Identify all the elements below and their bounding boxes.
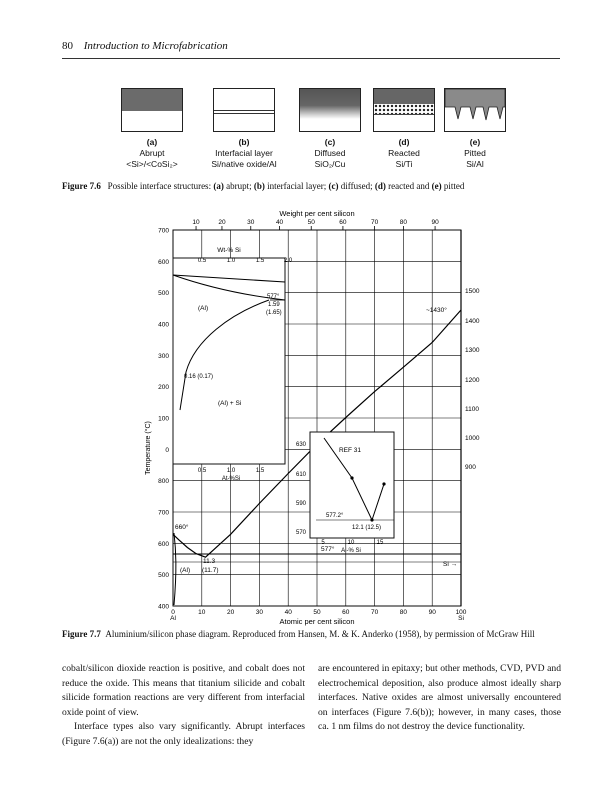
running-title: Introduction to Microfabrication — [83, 40, 228, 52]
panel-b-label: (b) Interfacial layer Si/native oxide/Al — [211, 137, 277, 169]
caption-text-3: interfacial layer; — [264, 181, 329, 191]
weight-tick-label: 60 — [339, 219, 347, 226]
inset-top-tick-4: 2.0 — [283, 258, 293, 264]
right-axis-tick-label: 1500 — [465, 288, 480, 295]
y-tick-label: 500 — [158, 572, 169, 580]
inset-top-tick-1: 0.5 — [197, 258, 207, 264]
inset-weight-xlabel: At-%Si — [221, 476, 241, 482]
y-tick-label: 700 — [158, 227, 169, 235]
y-tick-label: 600 — [158, 258, 169, 266]
x-tick-label: 50 — [313, 609, 321, 616]
si-melting-label: ~1430° — [426, 307, 447, 314]
inset-ref-comp-label: 12.1 (12.5) — [352, 525, 382, 531]
caption-text-6: pitted — [441, 181, 465, 191]
y-axis-label: Temperature (°C) — [145, 421, 152, 475]
al-melting-label: 660° — [175, 524, 189, 531]
inset-bottom-tick-2: 1.0 — [226, 468, 236, 474]
al-phase-label: (Al) — [180, 567, 191, 574]
inset-ref-xtick-1: 5 — [321, 540, 325, 546]
y-tick-label: 100 — [158, 415, 169, 423]
caption-text-5: reacted and — [385, 181, 432, 191]
caption-letter-b: (b) — [253, 181, 265, 191]
weight-tick-label: 30 — [247, 219, 255, 226]
caption-letter-d: (d) — [374, 181, 386, 191]
right-axis-tick-label: 900 — [465, 464, 476, 471]
inset-ref-title: REF 31 — [338, 447, 362, 454]
inset-eutectic-label: 577° — [267, 294, 280, 300]
chart-title: Weight per cent silicon — [279, 210, 355, 218]
x-tick-label: 0 — [171, 609, 175, 616]
interface-diffused-diagram — [299, 88, 361, 132]
x-end-label-right: Si — [458, 615, 464, 622]
interface-reacted-diagram — [373, 88, 435, 132]
x-tick-label: 100 — [455, 609, 467, 616]
body-column-right — [318, 662, 561, 735]
weight-tick-label: 90 — [431, 219, 439, 226]
right-axis-tick-label: 1300 — [465, 347, 480, 354]
figure-7-6-label: Figure 7.6 — [62, 181, 101, 191]
weight-tick-label: 20 — [218, 219, 226, 226]
panel-a-label: (a) Abrupt <Si>/<CoSi₂> — [126, 137, 178, 169]
caption-letter-a: (a) — [213, 181, 224, 191]
right-axis-tick-label: 1100 — [465, 406, 479, 413]
inset-bottom-tick-3: 1.5 — [255, 468, 265, 474]
x-end-label-left: Al — [170, 615, 176, 622]
caption-letter-c: (c) — [328, 181, 339, 191]
right-axis-tick-label: 1400 — [465, 318, 480, 325]
figure-7-6-caption — [62, 180, 562, 192]
inset-solubility-paren: (1.65) — [266, 310, 282, 316]
interface-pitted-diagram — [444, 88, 506, 132]
right-axis-tick-label: 1200 — [465, 377, 480, 384]
caption-text-4: diffused; — [338, 181, 375, 191]
inset-ref-xtick-2: 10 — [347, 540, 355, 546]
weight-tick-label: 70 — [370, 219, 379, 226]
panel-e-label: (e) Pitted Si/Al — [464, 137, 486, 169]
inset-al-label: (Al) — [198, 305, 209, 312]
inset-ref-ytick-2: 610 — [295, 472, 306, 478]
paragraph: are encountered in epitaxy; but other methods, CVD, PVD and electrochemical deposition, also produce almost ideally sharp interfaces. Native oxides are almost universally encountered on interfaces (Figure 7.6(b)); however, in many cases, those ca. 1 nm films do not destroy the device functionality. — [318, 663, 561, 733]
x-tick-label: 40 — [284, 609, 292, 616]
eutectic-temp-label: 577° — [321, 546, 335, 553]
x-tick-label: 70 — [370, 609, 379, 616]
weight-tick-label: 50 — [307, 219, 315, 226]
phase-diagram-chart — [140, 210, 500, 630]
y-tick-label: 600 — [158, 540, 169, 548]
inset-solubility-label: 1.59 — [268, 302, 280, 308]
right-axis-tick-label: 1000 — [465, 435, 480, 442]
interface-layer-diagram — [213, 88, 275, 132]
si-arrow-label: Si → — [443, 561, 458, 568]
inset-ref-xlabel: Al-% Si — [341, 548, 361, 554]
caption-letter-e: (e) — [431, 181, 442, 191]
caption-text-2: abrupt; — [223, 181, 254, 191]
x-tick-label: 80 — [399, 609, 408, 616]
inset-ref-ytick-1: 630 — [295, 442, 306, 448]
x-tick-label: 20 — [226, 609, 235, 616]
eutectic-comp-paren-label: (11.7) — [202, 567, 219, 574]
y-tick-label: 500 — [158, 290, 169, 298]
y-tick-label: 400 — [158, 321, 169, 329]
page-number: 80 — [62, 40, 73, 52]
weight-tick-label: 40 — [275, 219, 284, 226]
solvus-line — [174, 533, 176, 605]
inset-ref-ytick-4: 570 — [295, 530, 306, 536]
y-tick-label: 700 — [158, 509, 169, 517]
interface-abrupt-diagram — [121, 88, 183, 132]
weight-tick-label: 10 — [192, 219, 200, 226]
inset-bottom-tick-1: 0.5 — [197, 468, 207, 474]
x-tick-label: 30 — [255, 609, 264, 616]
figure-7-7-caption-text: Aluminium/silicon phase diagram. Reproduced from Hansen, M. & K. Anderko (1958), by permission of McGraw Hill — [105, 629, 535, 639]
inset-ref-xtick-3: 15 — [376, 540, 384, 546]
inset-two-phase-label: (Al) + Si — [218, 400, 242, 407]
inset-top-tick-3: 1.5 — [255, 258, 265, 264]
figure-7-7-caption — [62, 628, 562, 640]
y-tick-label: 400 — [158, 603, 169, 611]
paragraph: cobalt/silicon dioxide reaction is positive, and cobalt does not reduce the oxide. This means that titanium silicide and cobalt silicide formation reactions are very different from interfacial oxide point of view. — [62, 663, 305, 718]
y-tick-label: 0 — [165, 446, 169, 454]
header-rule — [62, 58, 560, 59]
x-tick-label: 90 — [428, 609, 436, 616]
figure-7-7-label: Figure 7.7 — [62, 629, 101, 639]
x-axis-label: Atomic per cent silicon — [279, 617, 355, 626]
x-tick-label: 10 — [198, 609, 206, 616]
caption-text-1: Possible interface structures: — [107, 181, 214, 191]
inset-ref-eutectic-label: 577.2° — [326, 513, 344, 519]
inset-ref-point — [382, 482, 385, 485]
inset-ref-point — [350, 476, 353, 479]
y-tick-label: 800 — [158, 478, 169, 486]
y-tick-label: 300 — [158, 352, 169, 360]
x-tick-label: 60 — [342, 609, 350, 616]
paragraph: Interface types also vary significantly. Abrupt interfaces (Figure 7.6(a)) are not the only idealizations: they — [62, 721, 305, 747]
panel-d-label: (d) Reacted Si/Ti — [388, 137, 420, 169]
y-tick-label: 200 — [158, 384, 169, 392]
panel-c-label: (c) Diffused SiO₂/Cu — [314, 137, 346, 169]
eutectic-comp-label: 11.3 — [203, 558, 216, 565]
inset-weight-title: Wt-% Si — [217, 247, 241, 254]
running-header — [62, 40, 562, 52]
weight-tick-label: 80 — [399, 219, 408, 226]
inset-low-solubility-label: 0.16 (0.17) — [184, 374, 214, 380]
body-column-left — [62, 662, 305, 750]
inset-ref-ytick-3: 590 — [295, 501, 306, 507]
inset-top-tick-2: 1.0 — [226, 258, 236, 264]
